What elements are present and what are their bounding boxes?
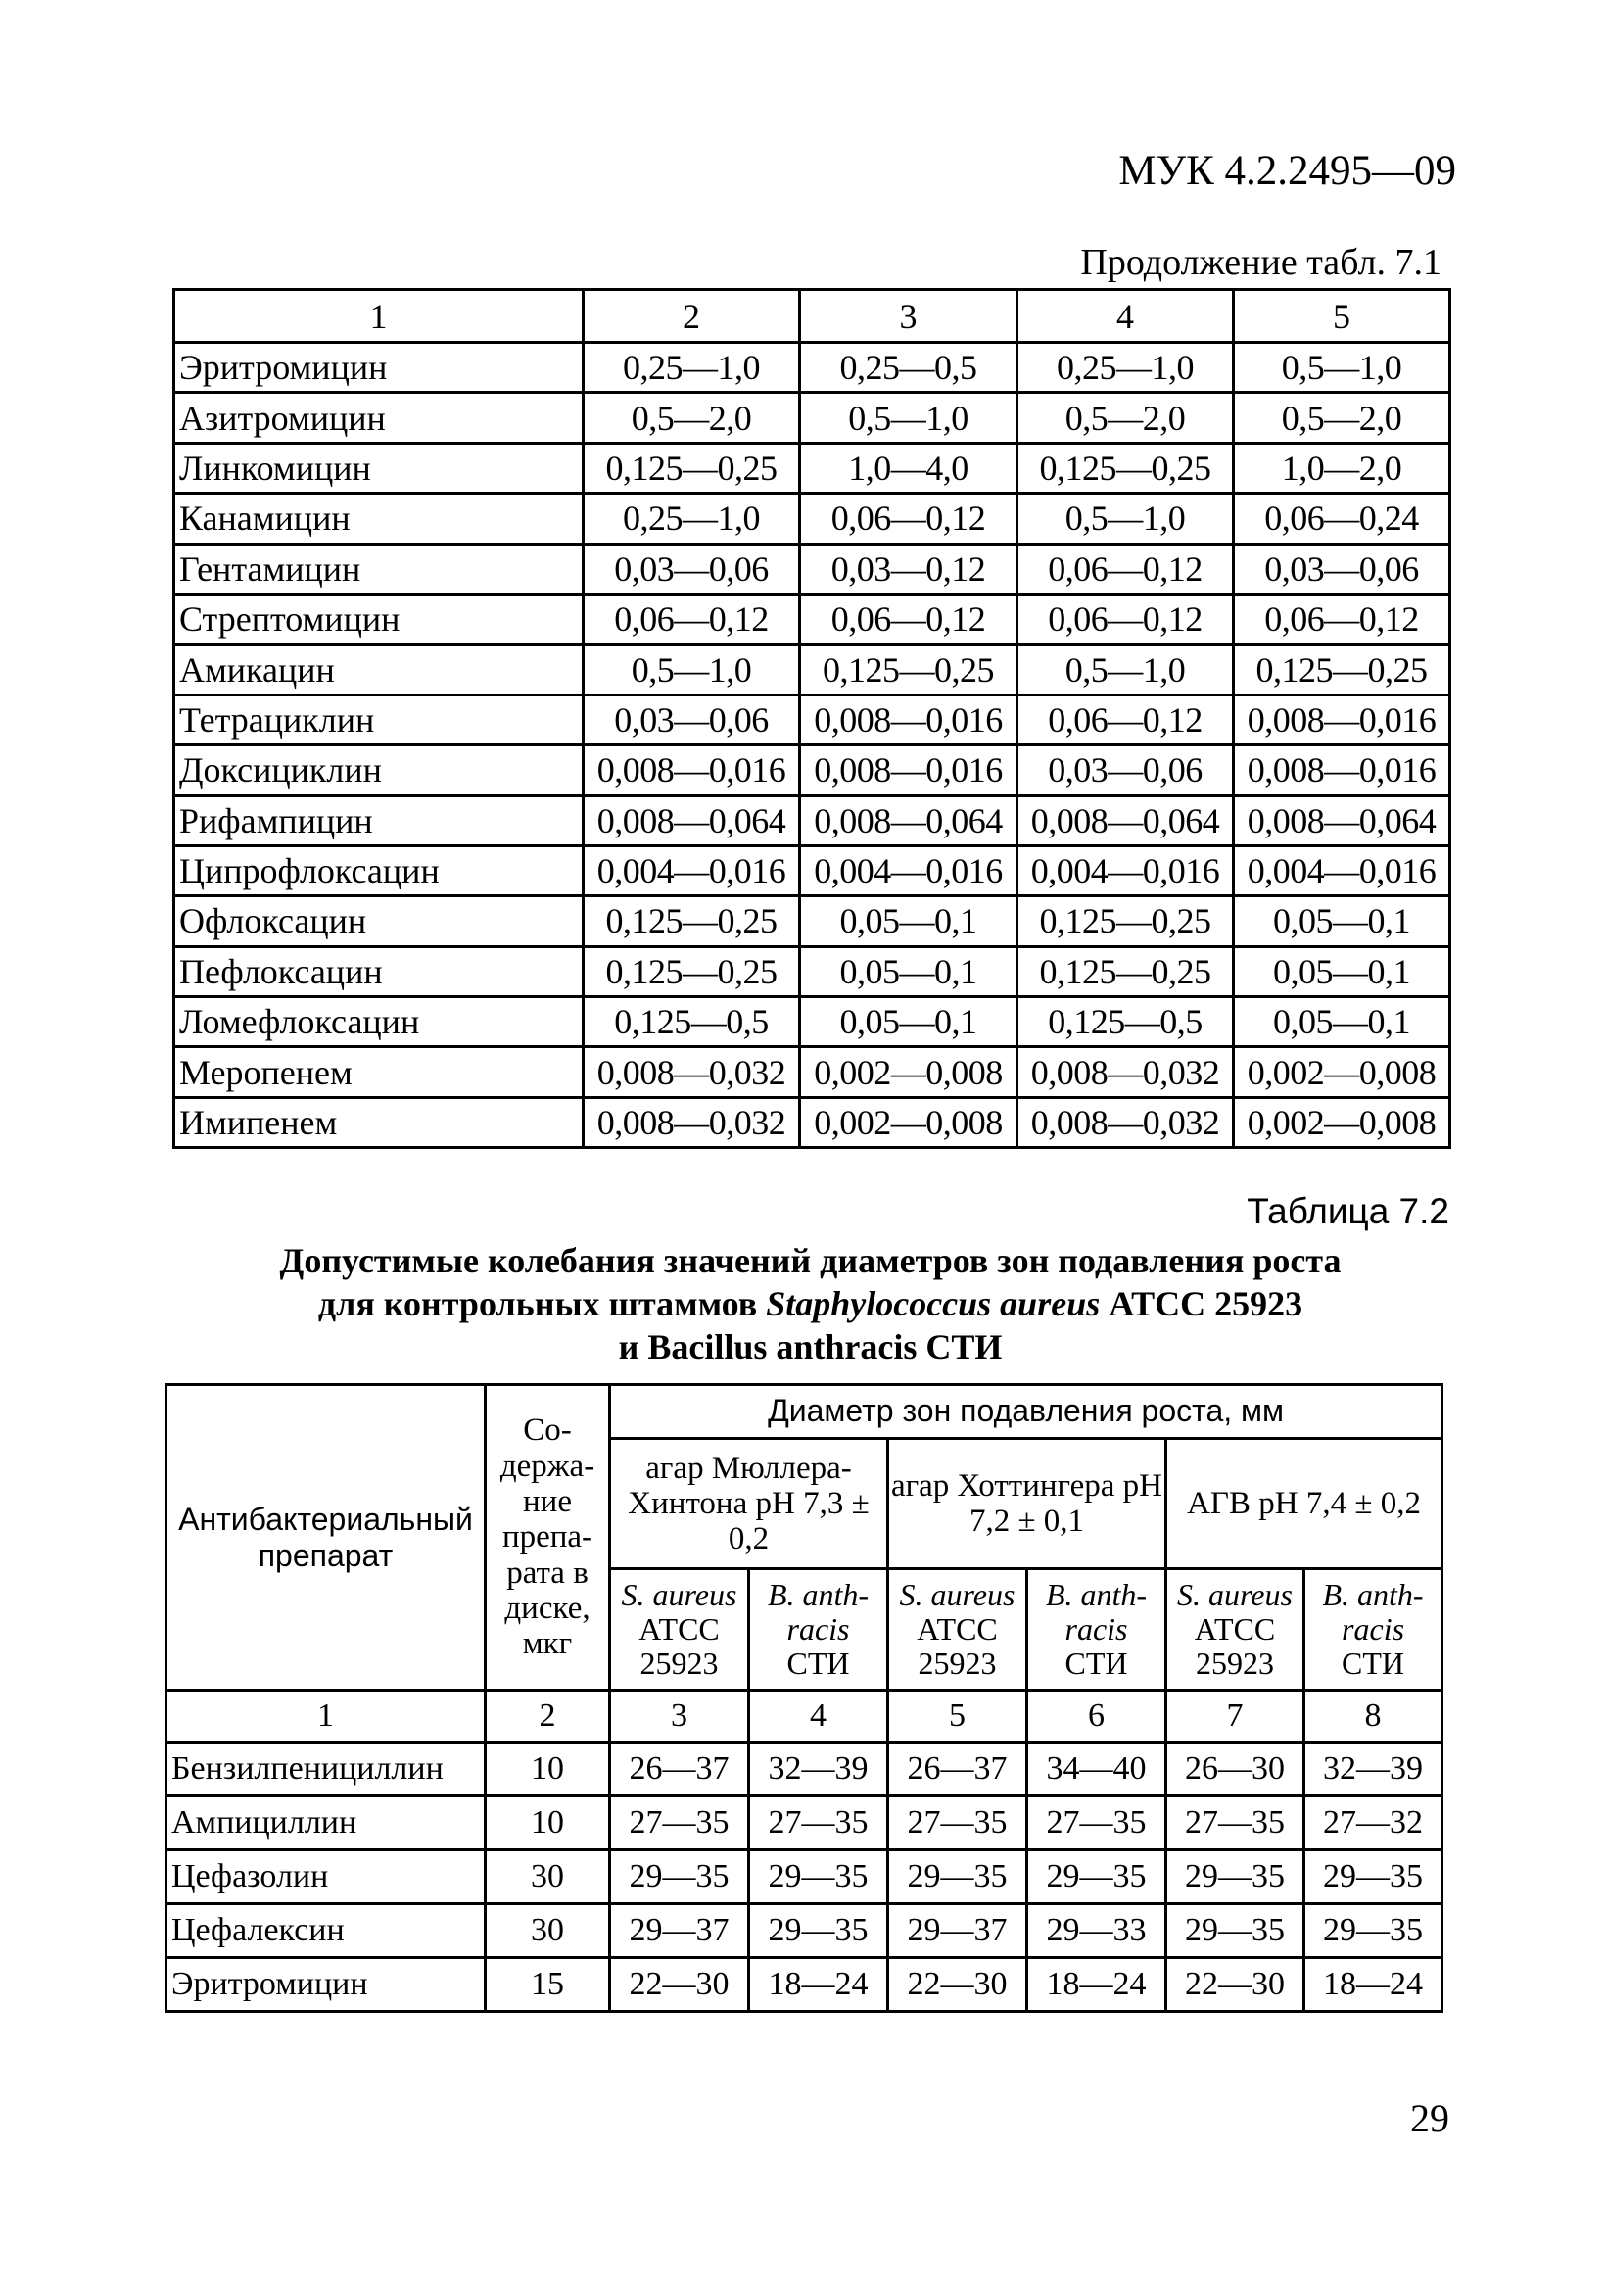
mic-range: 0,008—0,016 — [800, 745, 1017, 795]
antibiotic-name: Пефлоксацин — [174, 946, 584, 996]
antibiotic-name: Канамицин — [174, 494, 584, 544]
mic-range: 0,125—0,25 — [1017, 946, 1234, 996]
antibiotic-name: Азитромицин — [174, 393, 584, 443]
column-number: 4 — [749, 1691, 888, 1743]
zone-diameter: 18—24 — [1027, 1958, 1166, 2012]
strain-species: B. anth-racis — [767, 1576, 870, 1647]
zone-diameter: 29—35 — [1027, 1850, 1166, 1904]
zone-diameter: 18—24 — [749, 1958, 888, 2012]
mic-range: 0,5—1,0 — [584, 645, 800, 694]
column-number: 6 — [1027, 1691, 1166, 1743]
zone-diameter: 26—37 — [610, 1743, 749, 1796]
zone-diameter: 27—35 — [749, 1796, 888, 1850]
column-number: 5 — [1234, 290, 1450, 343]
header-diameter: Диаметр зон подавления роста, мм — [610, 1385, 1442, 1439]
strain-code: СТИ — [1342, 1646, 1405, 1682]
zone-diameter: 32—39 — [749, 1743, 888, 1796]
strain-code: АТСС 25923 — [638, 1610, 720, 1682]
mic-range: 0,5—1,0 — [1017, 645, 1234, 694]
antibiotic-name: Ломефлоксацин — [174, 997, 584, 1047]
mic-range: 0,5—1,0 — [1234, 343, 1450, 393]
table-7-2-title — [172, 1239, 1448, 1368]
mic-range: 0,125—0,25 — [584, 896, 800, 946]
strain-species: S. aureus — [1177, 1576, 1293, 1612]
zone-diameter: 27—35 — [1027, 1796, 1166, 1850]
table-row — [166, 1743, 1442, 1796]
column-number: 2 — [486, 1691, 610, 1743]
antibiotic-name: Офлоксацин — [174, 896, 584, 946]
zone-diameter: 29—35 — [1304, 1850, 1442, 1904]
zone-diameter: 26—30 — [1166, 1743, 1304, 1796]
antibiotic-name: Рифампицин — [174, 795, 584, 845]
antibiotic-name: Бензилпенициллин — [166, 1743, 486, 1796]
column-number: 5 — [888, 1691, 1027, 1743]
mic-range: 0,03—0,06 — [1234, 544, 1450, 594]
mic-range: 0,05—0,1 — [1234, 896, 1450, 946]
column-number: 7 — [1166, 1691, 1304, 1743]
mic-range: 0,002—0,008 — [800, 1047, 1017, 1097]
column-numbers-row — [166, 1691, 1442, 1743]
header-strain-b-anthracis — [749, 1569, 888, 1691]
mic-range: 0,03—0,06 — [1017, 745, 1234, 795]
mic-range: 0,06—0,12 — [800, 494, 1017, 544]
mic-range: 0,008—0,064 — [800, 795, 1017, 845]
antibiotic-name: Цефалексин — [166, 1904, 486, 1958]
table-row — [174, 694, 1450, 744]
mic-range: 0,125—0,25 — [800, 645, 1017, 694]
mic-range: 0,5—2,0 — [584, 393, 800, 443]
disk-content: 30 — [486, 1904, 610, 1958]
antibiotic-name: Ампициллин — [166, 1796, 486, 1850]
antibiotic-name: Амикацин — [174, 645, 584, 694]
header-antibacterial: Антибактериальный препарат — [166, 1385, 486, 1691]
column-number: 1 — [166, 1691, 486, 1743]
mic-range: 0,06—0,12 — [1017, 694, 1234, 744]
mic-range: 0,05—0,1 — [800, 896, 1017, 946]
mic-range: 0,05—0,1 — [800, 946, 1017, 996]
strain-code: АТСС 25923 — [1194, 1610, 1276, 1682]
column-number: 8 — [1304, 1691, 1442, 1743]
mic-range: 0,06—0,12 — [800, 594, 1017, 644]
column-number: 3 — [800, 290, 1017, 343]
zone-diameter: 18—24 — [1304, 1958, 1442, 2012]
title-line-1: Допустимые колебания значений диаметров зон подавления роста — [279, 1241, 1342, 1280]
table-row — [174, 946, 1450, 996]
title-line-2-start: для контрольных штаммов — [317, 1284, 767, 1323]
table-row — [166, 1958, 1442, 2012]
mic-range: 0,125—0,5 — [1017, 997, 1234, 1047]
zone-diameter: 27—35 — [888, 1796, 1027, 1850]
strain-species: S. aureus — [899, 1576, 1016, 1612]
table-7-2 — [165, 1383, 1443, 2013]
zone-diameter: 29—37 — [888, 1904, 1027, 1958]
antibiotic-name: Гентамицин — [174, 544, 584, 594]
mic-range: 0,008—0,032 — [584, 1097, 800, 1147]
strain-species: S. aureus — [621, 1576, 737, 1612]
disk-content: 10 — [486, 1796, 610, 1850]
mic-range: 0,008—0,032 — [1017, 1097, 1234, 1147]
header-strain-s-aureus — [1166, 1569, 1304, 1691]
header-medium-hottinger: агар Хоттингера рН 7,2 ± 0,1 — [888, 1439, 1166, 1569]
mic-range: 0,06—0,12 — [1017, 594, 1234, 644]
zone-diameter: 27—35 — [610, 1796, 749, 1850]
mic-range: 0,008—0,016 — [1234, 694, 1450, 744]
mic-range: 0,004—0,016 — [1017, 845, 1234, 895]
table-row — [174, 1047, 1450, 1097]
antibiotic-name: Ципрофлоксацин — [174, 845, 584, 895]
mic-range: 0,5—1,0 — [800, 393, 1017, 443]
antibiotic-name: Линкомицин — [174, 443, 584, 493]
title-line-3: и Bacillus anthracis СТИ — [618, 1327, 1003, 1366]
header-medium-mueller: агар Мюллера-Хинтона рН 7,3 ± 0,2 — [610, 1439, 888, 1569]
zone-diameter: 29—35 — [1304, 1904, 1442, 1958]
zone-diameter: 22—30 — [1166, 1958, 1304, 2012]
strain-species: B. anth-racis — [1045, 1576, 1148, 1647]
mic-range: 0,03—0,12 — [800, 544, 1017, 594]
antibiotic-name: Доксициклин — [174, 745, 584, 795]
table-header-row — [174, 290, 1450, 343]
table-row — [166, 1796, 1442, 1850]
table-continuation-label: Продолжение табл. 7.1 — [1080, 242, 1441, 283]
antibiotic-name: Эритромицин — [174, 343, 584, 393]
mic-range: 0,004—0,016 — [800, 845, 1017, 895]
mic-range: 0,06—0,12 — [584, 594, 800, 644]
zone-diameter: 29—35 — [1166, 1850, 1304, 1904]
column-number: 3 — [610, 1691, 749, 1743]
column-number: 1 — [174, 290, 584, 343]
document-code: МУК 4.2.2495—09 — [1118, 148, 1456, 194]
header-strain-b-anthracis — [1027, 1569, 1166, 1691]
header-medium-agv: АГВ рН 7,4 ± 0,2 — [1166, 1439, 1442, 1569]
strain-code: АТСС 25923 — [917, 1610, 998, 1682]
zone-diameter: 32—39 — [1304, 1743, 1442, 1796]
table-row — [174, 594, 1450, 644]
mic-range: 0,25—0,5 — [800, 343, 1017, 393]
zone-diameter: 29—35 — [749, 1850, 888, 1904]
zone-diameter: 29—35 — [888, 1850, 1027, 1904]
mic-range: 0,008—0,032 — [584, 1047, 800, 1097]
antibiotic-name: Стрептомицин — [174, 594, 584, 644]
mic-range: 0,125—0,25 — [1234, 645, 1450, 694]
zone-diameter: 34—40 — [1027, 1743, 1166, 1796]
table-7-2-label: Таблица 7.2 — [1247, 1191, 1449, 1231]
mic-range: 0,25—1,0 — [584, 494, 800, 544]
disk-content: 30 — [486, 1850, 610, 1904]
mic-range: 0,008—0,016 — [584, 745, 800, 795]
mic-range: 0,25—1,0 — [1017, 343, 1234, 393]
mic-range: 0,125—0,25 — [1017, 443, 1234, 493]
zone-diameter: 29—35 — [610, 1850, 749, 1904]
strain-code: СТИ — [1064, 1646, 1128, 1682]
table-row — [174, 544, 1450, 594]
header-content: Со-держа-ние препа-рата в диске, мкг — [486, 1385, 610, 1691]
zone-diameter: 29—35 — [1166, 1904, 1304, 1958]
zone-diameter: 29—37 — [610, 1904, 749, 1958]
mic-range: 0,002—0,008 — [1234, 1097, 1450, 1147]
mic-range: 0,06—0,12 — [1017, 544, 1234, 594]
mic-range: 0,008—0,016 — [1234, 745, 1450, 795]
header-strain-s-aureus — [888, 1569, 1027, 1691]
mic-range: 0,5—1,0 — [1017, 494, 1234, 544]
mic-range: 0,06—0,24 — [1234, 494, 1450, 544]
title-line-2-end: АТСС 25923 — [1100, 1284, 1303, 1323]
table-row — [174, 1097, 1450, 1147]
zone-diameter: 27—35 — [1166, 1796, 1304, 1850]
antibiotic-name: Имипенем — [174, 1097, 584, 1147]
mic-range: 0,125—0,25 — [584, 443, 800, 493]
mic-range: 0,125—0,25 — [584, 946, 800, 996]
table-row — [174, 393, 1450, 443]
table-row — [166, 1904, 1442, 1958]
mic-range: 0,008—0,064 — [1017, 795, 1234, 845]
zone-diameter: 22—30 — [610, 1958, 749, 2012]
table-row — [174, 795, 1450, 845]
mic-range: 0,002—0,008 — [1234, 1047, 1450, 1097]
mic-range: 0,25—1,0 — [584, 343, 800, 393]
table-row — [174, 443, 1450, 493]
column-number: 4 — [1017, 290, 1234, 343]
mic-range: 0,5—2,0 — [1234, 393, 1450, 443]
antibiotic-name: Тетрациклин — [174, 694, 584, 744]
table-row — [174, 745, 1450, 795]
zone-diameter: 26—37 — [888, 1743, 1027, 1796]
table-row — [174, 896, 1450, 946]
page-number: 29 — [1410, 2096, 1449, 2140]
table-row — [174, 494, 1450, 544]
strain-code: СТИ — [786, 1646, 850, 1682]
mic-range: 1,0—4,0 — [800, 443, 1017, 493]
mic-range: 0,125—0,5 — [584, 997, 800, 1047]
mic-range: 0,004—0,016 — [584, 845, 800, 895]
zone-diameter: 29—35 — [749, 1904, 888, 1958]
table-7-1 — [172, 288, 1451, 1149]
mic-range: 1,0—2,0 — [1234, 443, 1450, 493]
antibiotic-name: Меропенем — [174, 1047, 584, 1097]
title-species-name: Staphylococcus aureus — [766, 1284, 1101, 1323]
mic-range: 0,004—0,016 — [1234, 845, 1450, 895]
mic-range: 0,008—0,016 — [800, 694, 1017, 744]
mic-range: 0,002—0,008 — [800, 1097, 1017, 1147]
mic-range: 0,008—0,064 — [584, 795, 800, 845]
disk-content: 10 — [486, 1743, 610, 1796]
mic-range: 0,05—0,1 — [1234, 997, 1450, 1047]
mic-range: 0,05—0,1 — [1234, 946, 1450, 996]
mic-range: 0,008—0,064 — [1234, 795, 1450, 845]
header-strain-b-anthracis — [1304, 1569, 1442, 1691]
mic-range: 0,125—0,25 — [1017, 896, 1234, 946]
table-row — [166, 1850, 1442, 1904]
title-line-2 — [172, 1282, 1448, 1325]
zone-diameter: 22—30 — [888, 1958, 1027, 2012]
disk-content: 15 — [486, 1958, 610, 2012]
mic-range: 0,03—0,06 — [584, 694, 800, 744]
table-row — [174, 645, 1450, 694]
mic-range: 0,008—0,032 — [1017, 1047, 1234, 1097]
mic-range: 0,05—0,1 — [800, 997, 1017, 1047]
antibiotic-name: Эритромицин — [166, 1958, 486, 2012]
mic-range: 0,5—2,0 — [1017, 393, 1234, 443]
column-number: 2 — [584, 290, 800, 343]
table-row — [174, 845, 1450, 895]
antibiotic-name: Цефазолин — [166, 1850, 486, 1904]
table-row — [174, 343, 1450, 393]
table-row — [174, 997, 1450, 1047]
zone-diameter: 27—32 — [1304, 1796, 1442, 1850]
header-strain-s-aureus — [610, 1569, 749, 1691]
strain-species: B. anth-racis — [1322, 1576, 1424, 1647]
zone-diameter: 29—33 — [1027, 1904, 1166, 1958]
mic-range: 0,03—0,06 — [584, 544, 800, 594]
mic-range: 0,06—0,12 — [1234, 594, 1450, 644]
